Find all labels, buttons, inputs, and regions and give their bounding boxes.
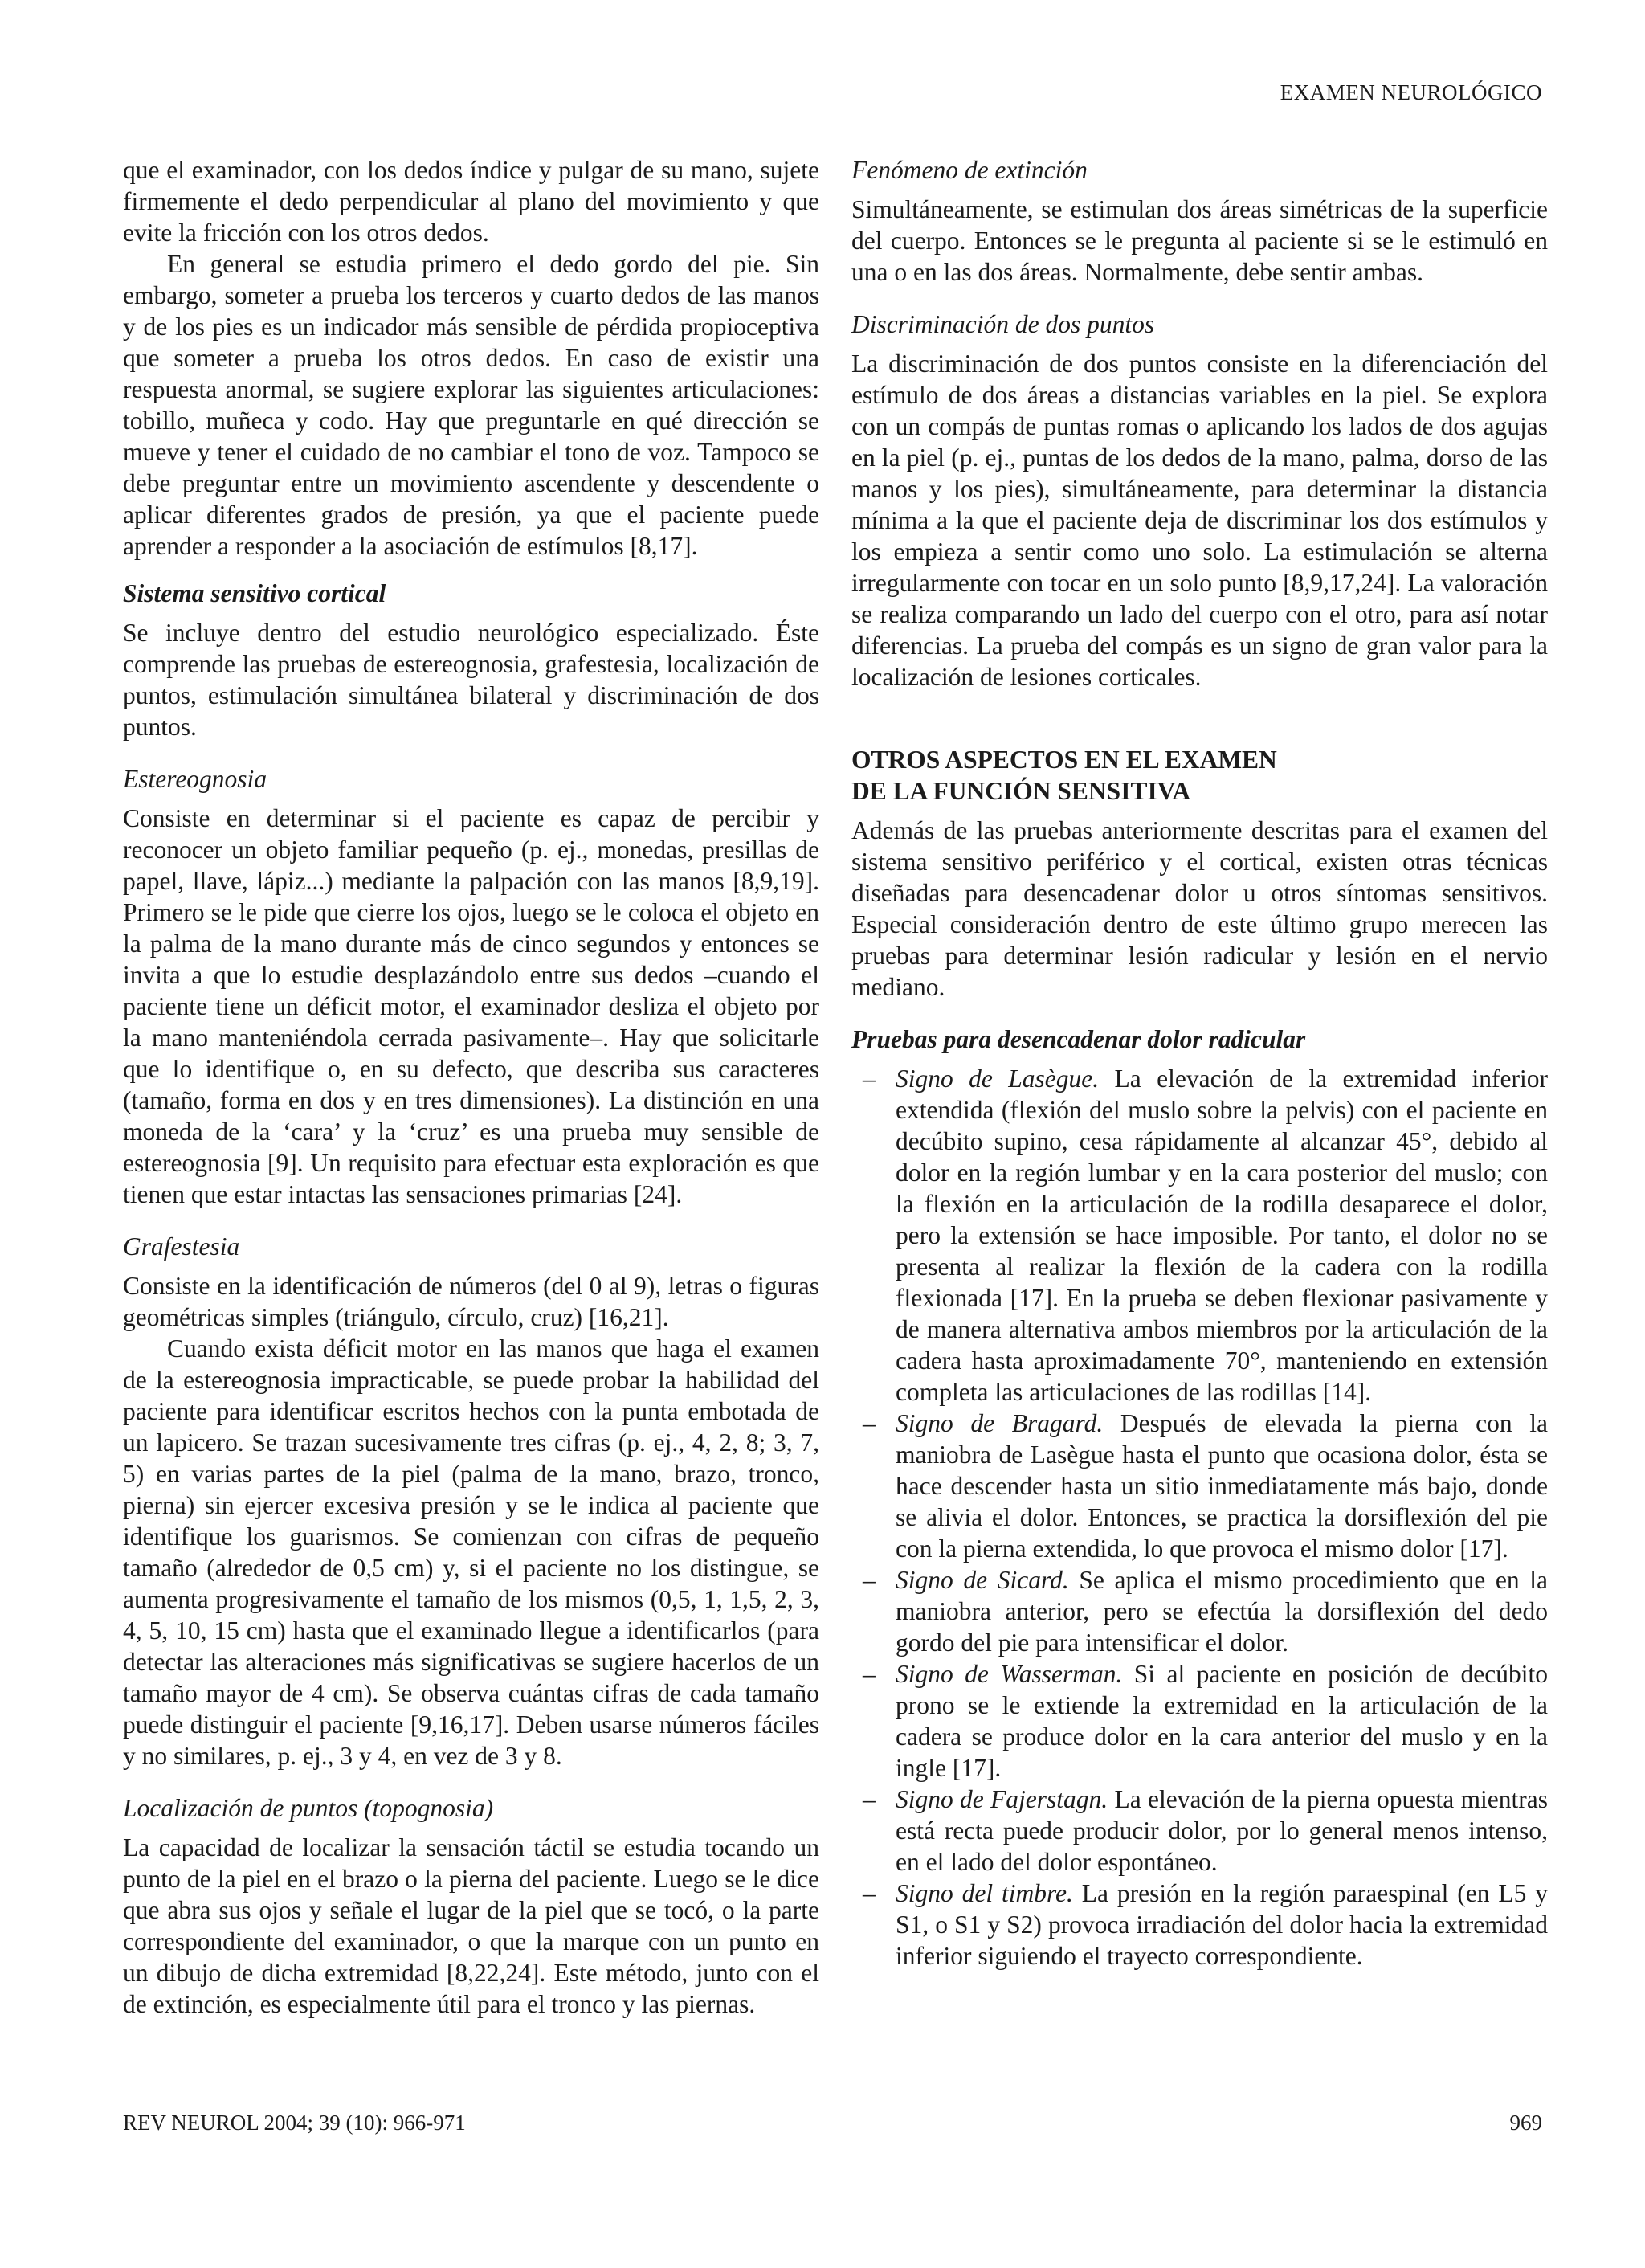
list-item xyxy=(851,1408,1548,1564)
list-item xyxy=(851,1564,1548,1658)
running-head: EXAMEN NEUROLÓGICO xyxy=(1280,80,1542,104)
signs-list xyxy=(851,1063,1548,1972)
sign-description: Después de elevada la pierna con la maniobra de Lasègue hasta el punto que ocasiona dolor, ésta se hace descender hasta un sitio inmediatamente más bajo, donde se alivia el dolor. Entonces, se practica la dorsiflexión del pie con la pierna extendida, lo que provoca el mismo dolor [17]. xyxy=(896,1409,1548,1563)
subheading-discriminacion: Discriminación de dos puntos xyxy=(851,310,1155,338)
subheading-estereognosia: Estereognosia xyxy=(123,765,267,793)
paragraph: Además de las pruebas anteriormente descritas para el examen del sistema sensitivo periférico y el cortical, existen otras técnicas diseñadas para desencadenar dolor u otros síntomas sensitivos. Especial consideración dentro de este último grupo merecen las pruebas para determinar lesión radicular y lesión en el nervio mediano. xyxy=(851,816,1548,1001)
sign-description: La elevación de la extremidad inferior extendida (flexión del muslo sobre la pelvis) con el paciente en decúbito supino, cesa rápidamente al alcanzar 45°, debido al dolor en la región lumbar y en la cara posterior del muslo; con la flexión en la articulación de la rodilla desaparece el dolor, pero la extensión se hace imposible. Por tanto, el dolor no se presenta al realizar la flexión de la cadera con la rodilla flexionada [17]. En la prueba se deben flexionar pasivamente y de manera alternativa ambos miembros por la articulación de la cadera hasta aproximadamente 70°, manteniendo en extensión completa las articulaciones de las rodillas [14]. xyxy=(896,1065,1548,1406)
dash-bullet: – xyxy=(863,1879,876,1907)
subheading-grafestesia: Grafestesia xyxy=(123,1232,240,1261)
sign-description: La elevación de la pierna opuesta mientras está recta puede producir dolor, por lo general menos intenso, en el lado del dolor espontáneo. xyxy=(896,1785,1548,1876)
subheading-extincion: Fenómeno de extinción xyxy=(851,156,1088,184)
sign-name: Signo de Wasserman. xyxy=(896,1660,1123,1688)
section-heading-line: DE LA FUNCIÓN SENSITIVA xyxy=(851,777,1191,805)
page-number: 969 xyxy=(1509,2111,1542,2135)
paragraph: La discriminación de dos puntos consiste en la diferenciación del estímulo de dos áreas a distancias variables en la piel. Se explora con un compás de puntas romas o aplicando los lados de dos agujas en la piel (p. ej., puntas de los dedos de la mano, palma, dorso de las manos y los pies), simultáneamente, para determinar la distancia mínima a la que el paciente deja de discriminar los dos estímulos y los empieza a sentir como uno solo. La estimulación se alterna irregularmente con tocar en un solo punto [8,9,17,24]. La valoración se realiza comparando un lado del cuerpo con el otro, para así notar diferencias. La prueba del compás es un signo de gran valor para la localización de lesiones corticales. xyxy=(851,349,1548,691)
section-heading-pruebas: Pruebas para desencadenar dolor radicular xyxy=(851,1025,1306,1053)
list-item xyxy=(851,1878,1548,1972)
dash-bullet: – xyxy=(863,1566,876,1594)
sign-name: Signo del timbre. xyxy=(896,1879,1073,1907)
dash-bullet: – xyxy=(863,1785,876,1813)
dash-bullet: – xyxy=(863,1409,876,1437)
subheading-localizacion: Localización de puntos (topognosia) xyxy=(123,1794,494,1822)
right-column xyxy=(851,154,1548,1972)
section-heading-cortical: Sistema sensitivo cortical xyxy=(123,579,386,607)
sign-description: La presión en la región paraespinal (en L5 y S1, o S1 y S2) provoca irradiación del dolor hacia la extremidad inferior siguiendo el trayecto correspondiente. xyxy=(896,1879,1548,1970)
paragraph: En general se estudia primero el dedo gordo del pie. Sin embargo, someter a prueba los terceros y cuarto dedos de las manos y de los pies es un indicador más sensible de pérdida propioceptiva que someter a prueba los otros dedos. En caso de existir una respuesta anormal, se sugiere explorar las siguientes articulaciones: tobillo, muñeca y codo. Hay que preguntarle en qué dirección se mueve y tener el cuidado de no cambiar el tono de voz. Tampoco se debe preguntar entre un movimiento ascendente y descendente o aplicar diferentes grados de presión, ya que el paciente puede aprender a responder a la asociación de estímulos [8,17]. xyxy=(123,250,819,560)
paragraph: Simultáneamente, se estimulan dos áreas simétricas de la superficie del cuerpo. Entonces se le pregunta al paciente si se le estimuló en una o en las dos áreas. Normalmente, debe sentir ambas. xyxy=(851,195,1548,286)
sign-name: Signo de Lasègue. xyxy=(896,1065,1100,1093)
sign-description: Se aplica el mismo procedimiento que en la maniobra anterior, pero se efectúa la dorsiflexión del dedo gordo del pie para intensificar el dolor. xyxy=(896,1566,1548,1657)
paragraph: que el examinador, con los dedos índice y pulgar de su mano, sujete firmemente el dedo perpendicular al plano del movimiento y que evite la fricción con los otros dedos. xyxy=(123,156,819,247)
paragraph: Cuando exista déficit motor en las manos que haga el examen de la estereognosia impracticable, se puede probar la habilidad del paciente para identificar escritos hechos con la punta embotada de un lapicero. Se trazan sucesivamente tres cifras (p. ej., 4, 2, 8; 3, 7, 5) en varias partes de la piel (palma de la mano, brazo, tronco, pierna) sin ejercer excesiva presión y se le indica al paciente que identifique los guarismos. Se comienzan con cifras de pequeño tamaño (alrededor de 0,5 cm) y, si el paciente no los distingue, se aumenta progresivamente el tamaño de los mismos (0,5, 1, 1,5, 2, 3, 4, 5, 10, 15 cm) hasta que el examinado llegue a identificarlos (para detectar las alteraciones más significativas se sugiere hacerlos de un tamaño mayor de 4 cm). Se observa cuántas cifras de cada tamaño puede distinguir el paciente [9,16,17]. Deben usarse números fáciles y no similares, p. ej., 3 y 4, en vez de 3 y 8. xyxy=(123,1334,819,1770)
dash-bullet: – xyxy=(863,1660,876,1688)
section-heading-line: OTROS ASPECTOS EN EL EXAMEN xyxy=(851,746,1277,774)
footer-citation: REV NEUROL 2004; 39 (10): 966-971 xyxy=(123,2111,466,2135)
sign-description: Si al paciente en posición de decúbito prono se le extiende la extremidad en la articulación de la cadera se produce dolor en la cara anterior del muslo y en la ingle [17]. xyxy=(896,1660,1548,1782)
paragraph: La capacidad de localizar la sensación táctil se estudia tocando un punto de la piel en el brazo o la pierna del paciente. Luego se le dice que abra sus ojos y señale el lugar de la piel que se tocó, o la parte correspondiente del examinador, o que la marque con un punto en un dibujo de dicha extremidad [8,22,24]. Este método, junto con el de extinción, es especialmente útil para el tronco y las piernas. xyxy=(123,1833,819,2018)
section-heading-otros-aspectos xyxy=(851,744,1548,807)
left-column xyxy=(123,154,819,2020)
paragraph: Consiste en determinar si el paciente es capaz de percibir y reconocer un objeto familiar pequeño (p. ej., monedas, presillas de papel, llave, lápiz...) mediante la palpación con las manos [8,9,19]. Primero se le pide que cierre los ojos, luego se le coloca el objeto en la palma de la mano durante más de cinco segundos y entonces se invita a que lo estudie desplazándolo entre sus dedos –cuando el paciente tiene un déficit motor, el examinador desliza el objeto por la mano manteniéndola cerrada pasivamente–. Hay que solicitarle que lo identifique o, en su defecto, que describa sus caracteres (tamaño, forma en dos y en tres dimensiones). La distinción en una moneda de la ‘cara’ y la ‘cruz’ es una prueba muy sensible de estereognosia [9]. Un requisito para efectuar esta exploración es que tienen que estar intactas las sensaciones primarias [24]. xyxy=(123,804,819,1208)
sign-name: Signo de Sicard. xyxy=(896,1566,1069,1594)
sign-name: Signo de Bragard. xyxy=(896,1409,1104,1437)
paragraph: Se incluye dentro del estudio neurológico especializado. Éste comprende las pruebas de estereognosia, grafestesia, localización de puntos, estimulación simultánea bilateral y discriminación de dos puntos. xyxy=(123,619,819,741)
sign-name: Signo de Fajerstagn. xyxy=(896,1785,1108,1813)
list-item xyxy=(851,1784,1548,1878)
list-item xyxy=(851,1658,1548,1784)
dash-bullet: – xyxy=(863,1065,876,1093)
paragraph: Consiste en la identificación de números (del 0 al 9), letras o figuras geométricas simples (triángulo, círculo, cruz) [16,21]. xyxy=(123,1272,819,1331)
list-item xyxy=(851,1063,1548,1408)
